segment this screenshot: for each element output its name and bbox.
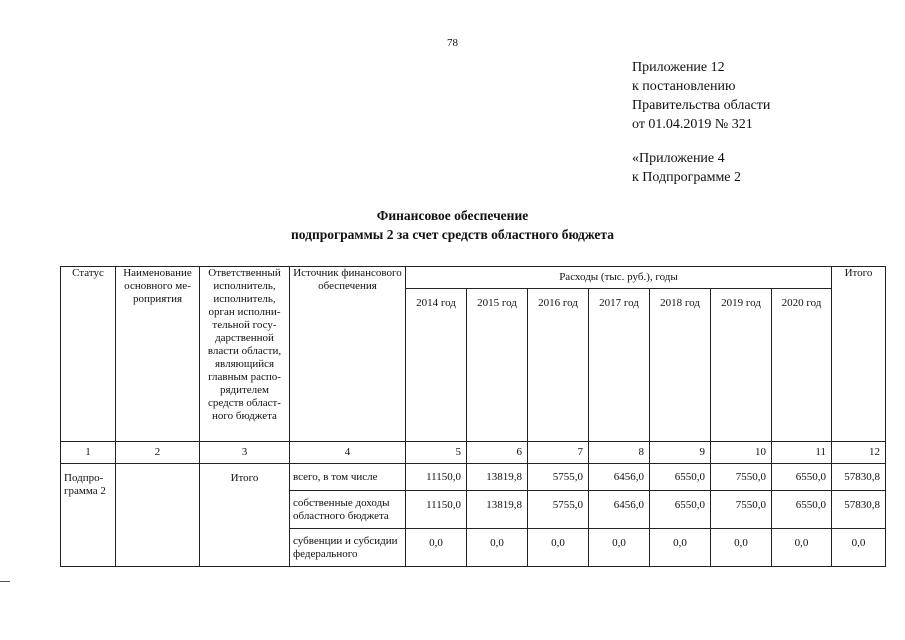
- value-cell: 0,0: [650, 529, 711, 567]
- value-cell: 11150,0: [406, 491, 467, 529]
- page-number: 78: [447, 37, 458, 49]
- appendix-line: Правительства области: [632, 98, 771, 113]
- margin-mark: [0, 581, 10, 582]
- appendix-block: [632, 58, 770, 187]
- value-cell: 0,0: [406, 529, 467, 567]
- title-line: Финансовое обеспечение: [376, 208, 529, 223]
- table-row: [61, 464, 886, 491]
- header-status: Статус: [61, 267, 116, 442]
- header-expenses: Расходы (тыс. руб.), годы: [406, 267, 832, 289]
- value-cell: 57830,8: [832, 491, 886, 529]
- value-cell: 0,0: [772, 529, 832, 567]
- value-cell: 6456,0: [589, 491, 650, 529]
- index-cell: 12: [832, 442, 886, 464]
- index-cell: 5: [406, 442, 467, 464]
- value-cell: 13819,8: [467, 491, 528, 529]
- appendix-line: к постановлению: [632, 79, 736, 94]
- header-responsible: Ответственный исполнитель, исполнитель, орган исполнительной государственной власти области, являющийся главным распорядителем средств областного бюджета: [200, 267, 290, 442]
- financing-table: [60, 266, 886, 567]
- value-cell: 6550,0: [772, 491, 832, 529]
- value-cell: 0,0: [589, 529, 650, 567]
- value-cell: 6550,0: [650, 491, 711, 529]
- source-cell: всего, в том числе: [290, 464, 406, 491]
- header-year: 2017 год: [589, 289, 650, 442]
- title-line: подпрограммы 2 за счет средств областного бюджета: [291, 227, 614, 242]
- index-cell: 1: [61, 442, 116, 464]
- index-cell: 6: [467, 442, 528, 464]
- header-year: 2016 год: [528, 289, 589, 442]
- name-cell: [116, 464, 200, 567]
- document-title: [0, 206, 905, 244]
- index-cell: 8: [589, 442, 650, 464]
- index-cell: 2: [116, 442, 200, 464]
- value-cell: 57830,8: [832, 464, 886, 491]
- header-year: 2014 год: [406, 289, 467, 442]
- value-cell: 5755,0: [528, 464, 589, 491]
- header-source: Источник финансового обеспечения: [290, 267, 406, 442]
- header-total: Итого: [832, 267, 886, 442]
- source-cell: субвенции и субсидии федерального: [290, 529, 406, 567]
- index-cell: 3: [200, 442, 290, 464]
- value-cell: 11150,0: [406, 464, 467, 491]
- index-row: [61, 442, 886, 464]
- index-cell: 7: [528, 442, 589, 464]
- header-year: 2020 год: [772, 289, 832, 442]
- value-cell: 6456,0: [589, 464, 650, 491]
- value-cell: 0,0: [832, 529, 886, 567]
- value-cell: 13819,8: [467, 464, 528, 491]
- value-cell: 0,0: [528, 529, 589, 567]
- value-cell: 7550,0: [711, 464, 772, 491]
- header-year: 2015 год: [467, 289, 528, 442]
- index-cell: 4: [290, 442, 406, 464]
- appendix-line: Приложение 12: [632, 60, 725, 75]
- index-cell: 10: [711, 442, 772, 464]
- header-year: 2019 год: [711, 289, 772, 442]
- appendix2-line: «Приложение 4: [632, 151, 725, 166]
- value-cell: 7550,0: [711, 491, 772, 529]
- status-cell: Подпрограмма 2: [61, 464, 116, 567]
- source-cell: собственные доходы областного бюджета: [290, 491, 406, 529]
- index-cell: 11: [772, 442, 832, 464]
- index-cell: 9: [650, 442, 711, 464]
- header-year: 2018 год: [650, 289, 711, 442]
- header-name: Наименование основного мероприятия: [116, 267, 200, 442]
- appendix-line: от 01.04.2019 № 321: [632, 117, 753, 132]
- value-cell: 6550,0: [650, 464, 711, 491]
- value-cell: 0,0: [467, 529, 528, 567]
- responsible-cell: Итого: [200, 464, 290, 567]
- value-cell: 0,0: [711, 529, 772, 567]
- appendix2-line: к Подпрограмме 2: [632, 170, 742, 185]
- value-cell: 5755,0: [528, 491, 589, 529]
- value-cell: 6550,0: [772, 464, 832, 491]
